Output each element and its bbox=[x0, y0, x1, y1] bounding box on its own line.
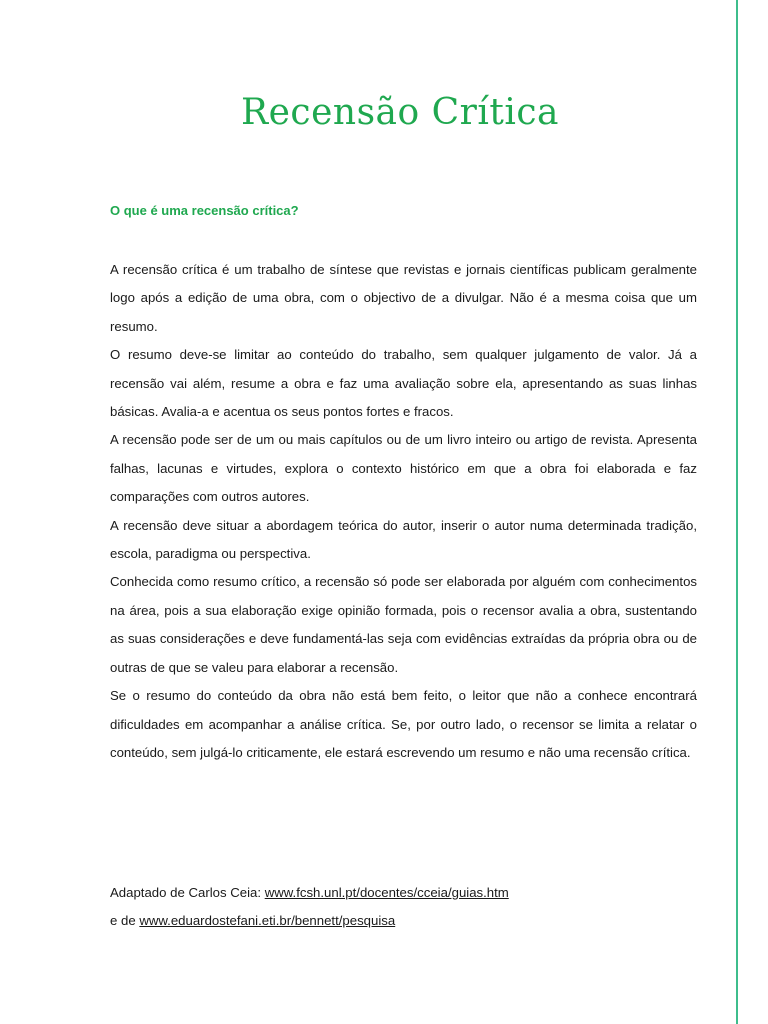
credits bbox=[110, 879, 697, 935]
paragraph: A recensão pode ser de um ou mais capítulos ou de um livro inteiro ou artigo de revista. Apresenta falhas, lacunas e virtudes, explora o contexto histórico em que a obra foi elaborada e faz comparações com outros autores. bbox=[110, 432, 697, 505]
paragraph: Conhecida como resumo crítico, a recensão só pode ser elaborada por alguém com conhecimentos na área, pois a sua elaboração exige opinião formada, pois o recensor avalia a obra, sustentando as suas considerações e deve fundamentá-las seja com evidências extraídas da própria obra ou de outras de que se valeu para elaborar a recensão. bbox=[110, 574, 697, 675]
credit-prefix-2: e de bbox=[110, 913, 140, 928]
section-question: O que é uma recensão crítica? bbox=[110, 203, 299, 218]
paragraph: O resumo deve-se limitar ao conteúdo do trabalho, sem qualquer julgamento de valor. Já a recensão vai além, resume a obra e faz uma avaliação sobre ela, apresentando as suas linhas básicas. Avalia-a e acentua os seus pontos fortes e fracos. bbox=[110, 347, 697, 420]
credit-line-1 bbox=[110, 879, 697, 907]
credit-link-eduardostefani[interactable]: www.eduardostefani.eti.br/bennett/pesquisa bbox=[139, 913, 396, 928]
credit-link-fcsh[interactable]: www.fcsh.unl.pt/docentes/cceia/guias.htm bbox=[264, 885, 509, 900]
credit-prefix-1: Adaptado de Carlos Ceia: bbox=[110, 885, 265, 900]
paragraph: A recensão crítica é um trabalho de síntese que revistas e jornais científicas publicam geralmente logo após a edição de uma obra, com o objectivo de a divulgar. Não é a mesma coisa que um resumo. bbox=[110, 262, 697, 334]
body-text bbox=[110, 256, 697, 767]
paragraph: A recensão deve situar a abordagem teórica do autor, inserir o autor numa determinada tradição, escola, paradigma ou perspectiva. bbox=[110, 517, 697, 562]
credit-line-2 bbox=[110, 907, 697, 935]
page-border-line bbox=[736, 0, 738, 1024]
paragraph: Se o resumo do conteúdo da obra não está bem feito, o leitor que não a conhece encontrará dificuldades em acompanhar a análise crítica. Se, por outro lado, o recensor se limita a relatar o conteúdo, sem julgá-lo criticamente, ele estará escrevendo um resumo e não uma recensão crítica. bbox=[110, 688, 697, 760]
page-title: Recensão Crítica bbox=[241, 92, 559, 133]
